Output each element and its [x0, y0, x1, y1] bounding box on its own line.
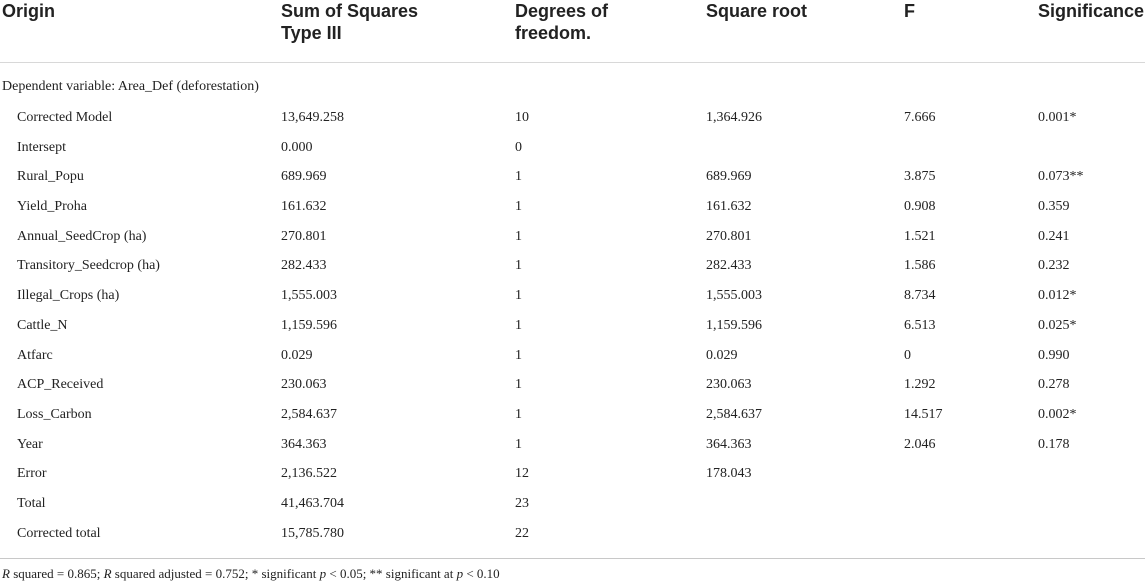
- sum-of-squares-cell: 41,463.704: [281, 495, 344, 511]
- df-cell: 1: [515, 288, 522, 304]
- square-root-cell: 282.433: [706, 258, 752, 274]
- table-row: [0, 162, 1145, 192]
- sum-of-squares-cell: 0.029: [281, 347, 313, 363]
- origin-cell: Corrected total: [17, 525, 101, 541]
- significance-cell: 0.001*: [1038, 110, 1077, 125]
- df-cell: 1: [515, 199, 522, 215]
- sum-of-squares-cell: 161.632: [281, 199, 327, 215]
- bottom-divider: [0, 558, 1145, 559]
- significance-cell: 0.178: [1038, 436, 1070, 452]
- origin-cell: Rural_Popu: [17, 169, 84, 185]
- f-cell: 2.046: [904, 436, 936, 452]
- sum-of-squares-cell: 230.063: [281, 377, 327, 393]
- square-root-cell: 0.029: [706, 347, 738, 363]
- table-row: [0, 311, 1145, 341]
- header-significance: Significance: [1038, 1, 1145, 21]
- square-root-cell: 270.801: [706, 228, 752, 244]
- origin-cell: Loss_Carbon: [17, 406, 92, 422]
- table-row: [0, 133, 1145, 163]
- significance-cell: 0.232: [1038, 258, 1070, 274]
- sum-of-squares-cell: 13,649.258: [281, 110, 344, 125]
- df-cell: 1: [515, 436, 522, 452]
- footnote-r-1: R: [2, 566, 10, 581]
- sum-of-squares-cell: 282.433: [281, 258, 327, 274]
- sum-of-squares-cell: 1,159.596: [281, 317, 337, 333]
- footnote-text-1: squared = 0.865;: [9, 566, 104, 581]
- origin-cell: Transitory_Seedcrop (ha): [17, 258, 160, 274]
- f-cell: 0.908: [904, 199, 936, 215]
- f-cell: 14.517: [904, 406, 943, 422]
- f-cell: 8.734: [904, 288, 936, 304]
- origin-cell: Total: [17, 495, 46, 511]
- df-cell: 1: [515, 228, 522, 244]
- table-row: [0, 251, 1145, 281]
- origin-cell: Corrected Model: [17, 110, 113, 125]
- sum-of-squares-cell: 2,584.637: [281, 406, 337, 422]
- table-row: [0, 459, 1145, 489]
- significance-cell: 0.073**: [1038, 169, 1084, 185]
- origin-cell: Intersept: [17, 139, 66, 155]
- sum-of-squares-cell: 0.000: [281, 139, 313, 155]
- f-cell: 1.292: [904, 377, 936, 393]
- table-footnote: [2, 566, 500, 582]
- square-root-cell: 1,159.596: [706, 317, 762, 333]
- origin-cell: Error: [17, 466, 47, 482]
- significance-cell: 0.990: [1038, 347, 1070, 363]
- square-root-cell: 1,555.003: [706, 288, 762, 304]
- table-row: [0, 489, 1145, 519]
- origin-cell: Year: [17, 436, 43, 452]
- square-root-cell: 689.969: [706, 169, 752, 185]
- table-row: [0, 370, 1145, 400]
- sum-of-squares-cell: 364.363: [281, 436, 327, 452]
- significance-cell: 0.278: [1038, 377, 1070, 393]
- table-header-row: [0, 0, 1145, 63]
- table-row: [0, 341, 1145, 371]
- origin-cell: Illegal_Crops (ha): [17, 288, 120, 304]
- square-root-cell: 178.043: [706, 466, 752, 482]
- origin-cell: Annual_SeedCrop (ha): [17, 228, 147, 244]
- footnote-text-4: < 0.10: [463, 566, 500, 581]
- f-cell: 1.521: [904, 228, 936, 244]
- f-cell: 6.513: [904, 317, 936, 333]
- header-square-root: Square root: [706, 1, 808, 21]
- table-row: [0, 281, 1145, 311]
- significance-cell: 0.241: [1038, 228, 1070, 244]
- header-origin: Origin: [2, 1, 55, 21]
- table-caption: Dependent variable: Area_Def (deforestation): [2, 79, 259, 94]
- footnote-p-2: p: [456, 566, 464, 581]
- table-row: [0, 222, 1145, 252]
- significance-cell: 0.025*: [1038, 317, 1077, 333]
- origin-cell: ACP_Received: [17, 377, 104, 393]
- df-cell: 1: [515, 406, 522, 422]
- f-cell: 0: [904, 347, 911, 363]
- table-row: [0, 400, 1145, 430]
- df-cell: 23: [515, 495, 529, 511]
- table-row: [0, 103, 1145, 133]
- footnote-text-2: squared adjusted = 0.752; * significant: [111, 566, 320, 581]
- table-row: [0, 192, 1145, 222]
- header-degrees-of-freedom: Degrees of freedom.: [515, 1, 609, 43]
- f-cell: 7.666: [904, 110, 936, 125]
- origin-cell: Atfarc: [17, 347, 53, 363]
- square-root-cell: 161.632: [706, 199, 752, 215]
- footnote-r-2: R: [103, 566, 112, 581]
- significance-cell: 0.012*: [1038, 288, 1077, 304]
- footnote-p-1: p: [319, 566, 327, 581]
- significance-cell: 0.359: [1038, 199, 1070, 215]
- footnote-text-3: < 0.05; ** significant at: [326, 566, 457, 581]
- sum-of-squares-cell: 1,555.003: [281, 288, 337, 304]
- df-cell: 0: [515, 139, 522, 155]
- table-row: [0, 430, 1145, 460]
- significance-cell: 0.002*: [1038, 406, 1077, 422]
- sum-of-squares-cell: 270.801: [281, 228, 327, 244]
- header-sum-of-squares: Sum of Squares Type III: [281, 1, 419, 43]
- df-cell: 1: [515, 317, 522, 333]
- origin-cell: Yield_Proha: [17, 199, 87, 215]
- sum-of-squares-cell: 689.969: [281, 169, 327, 185]
- square-root-cell: 364.363: [706, 436, 752, 452]
- df-cell: 22: [515, 525, 529, 541]
- df-cell: 12: [515, 466, 529, 482]
- table-body: [0, 103, 1145, 548]
- df-cell: 1: [515, 377, 522, 393]
- table-row: [0, 519, 1145, 549]
- header-f: F: [904, 1, 915, 21]
- f-cell: 3.875: [904, 169, 936, 185]
- square-root-cell: 2,584.637: [706, 406, 762, 422]
- df-cell: 1: [515, 169, 522, 185]
- df-cell: 1: [515, 347, 522, 363]
- origin-cell: Cattle_N: [17, 317, 68, 333]
- df-cell: 1: [515, 258, 522, 274]
- sum-of-squares-cell: 2,136.522: [281, 466, 337, 482]
- square-root-cell: 230.063: [706, 377, 752, 393]
- df-cell: 10: [515, 110, 529, 125]
- square-root-cell: 1,364.926: [706, 110, 762, 125]
- sum-of-squares-cell: 15,785.780: [281, 525, 344, 541]
- f-cell: 1.586: [904, 258, 936, 274]
